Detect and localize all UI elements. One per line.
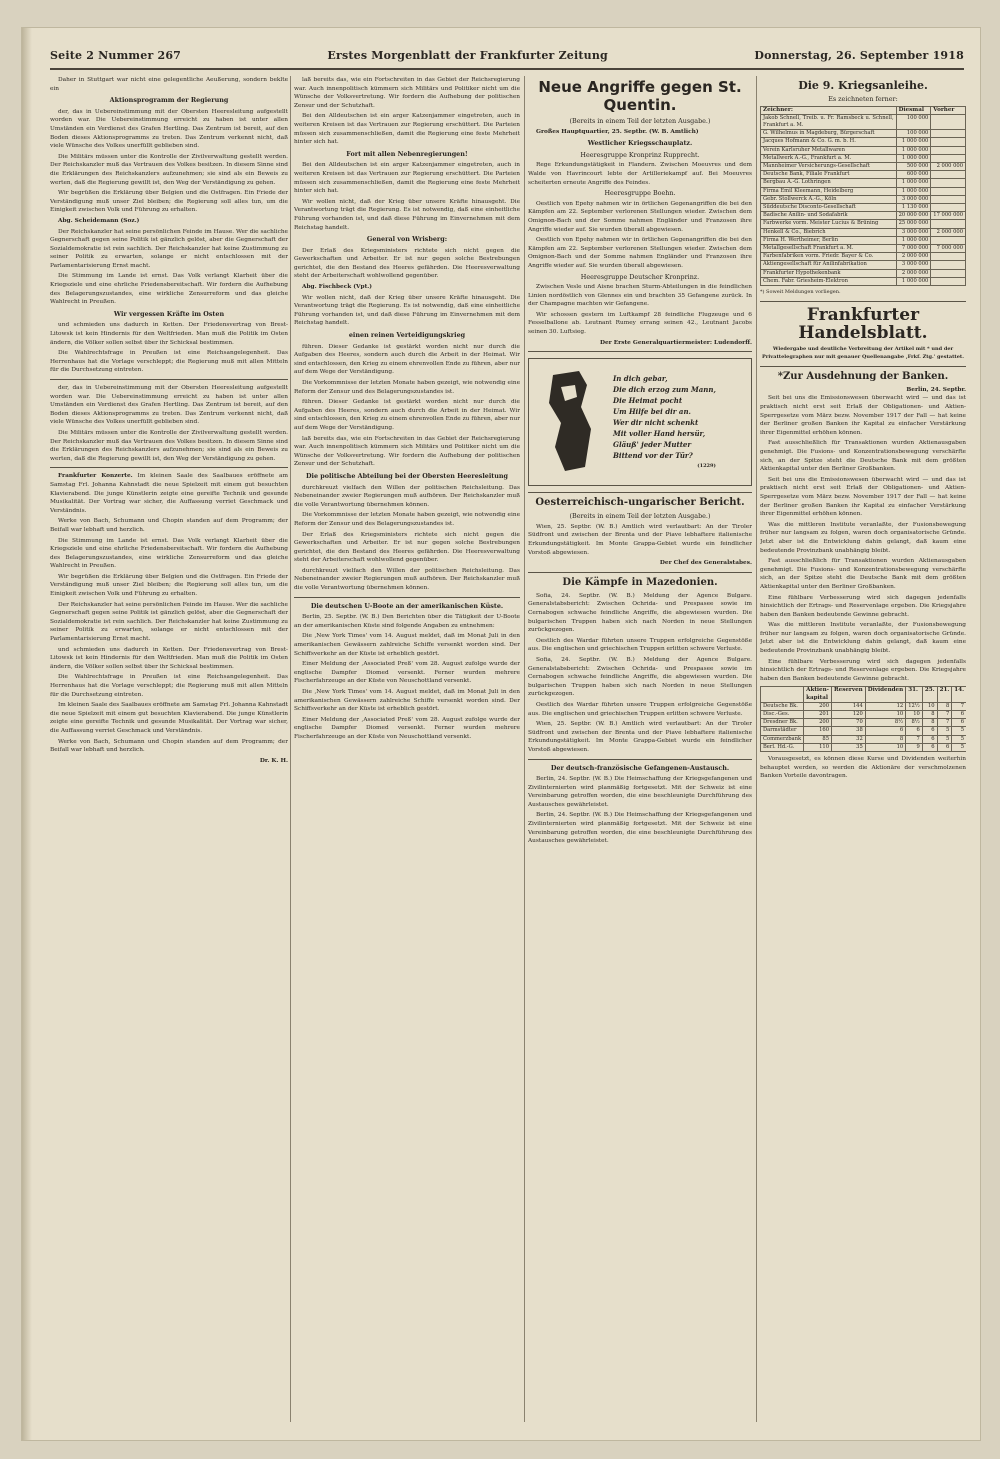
bank-value-cell: 70 xyxy=(832,719,866,727)
col2-paragraph: Bei den Alldeutschen ist ein arger Katzenjammer eingetreten, auch in weiteren Kreisen ist das Vertrauen zur Regierung erschüttert. Die Parteien müssen sich zusammenschließen, damit die Regierung eine feste Mehrheit hinter sich hat. xyxy=(294,162,520,195)
masthead-rule xyxy=(50,68,964,70)
table-row xyxy=(761,269,966,277)
amount-cell: 1 000 000 xyxy=(896,187,931,195)
poem-line: Um Hilfe bei dir an. xyxy=(613,406,691,416)
zeichner-cell: G. Wilhelmus in Magdeburg, Bürgerschaft xyxy=(761,130,897,138)
col3-heeresgruppe: Heeresgruppe Boehn. xyxy=(604,189,676,198)
zeichner-cell: Gebr. Stollwerck A.-G., Köln xyxy=(761,195,897,203)
amount-cell: 20 000 000 xyxy=(896,212,931,220)
col1-paragraph: Die Militärs müssen unter die Kontrolle der Zivilverwaltung gestellt werden. Der Reichskanzler muß das Vertrauen des Volkes besitzen. In diesem Sinne sind die Erklärungen des Reichskanzlers aufzunehmen; sie sind als ein Beweis zu werten, daß die Regierung gewillt ist, den Weg der Verständigung zu gehen. xyxy=(50,153,288,186)
col4-paragraph: Fast ausschließlich für Transaktionen wurden Aktienausgaben genehmigt. Die Fusions- und Konzentrationsbewegung verschärfte sich, an der Spitze steht die Deutsche Bank mit dem größten Aktienkapital unter den Berliner Großbanken. xyxy=(760,558,966,590)
col4-paragraph: Eine fühlbare Verbesserung wird sich dagegen jedenfalls hinsichtlich der Ertrags- und Reservenlage ergeben. Die Kriegsjahre haben den Banken bedeutende Gewinne gebracht. xyxy=(760,658,966,682)
table-header: 14. xyxy=(952,687,966,702)
col3-paragraph: Wien, 25. Septbr. (W. B.) Amtlich wird verlautbart: An der Tiroler Südfront und zwischen der Brenta und der Piave lebhaftere italienische Erkundungstätigkeit. Im Monte Grappa-Gebiet wurde ein feindlicher Vorstoß abgewiesen. xyxy=(528,523,752,556)
table-row xyxy=(761,195,966,203)
bank-value-cell: 6 xyxy=(906,727,923,735)
table-row xyxy=(761,146,966,154)
col2-heading-verteidigungskrieg: einen reinen Verteidigungskrieg xyxy=(348,331,466,340)
kriegsanleihe-poem-ad xyxy=(528,358,752,486)
table-row xyxy=(761,727,967,735)
bank-value-cell: 7 xyxy=(937,711,952,719)
column-rule xyxy=(756,76,757,1422)
poem-line: In dich gebar, xyxy=(613,373,668,383)
col4-divider xyxy=(760,301,966,302)
col2-speaker: Abg. Fischbeck (Vpt.) xyxy=(302,284,373,291)
bank-value-cell: 10 xyxy=(922,702,937,710)
bank-value-cell: 12½ xyxy=(906,702,923,710)
col3-paragraph: Zwischen Vesle und Aisne brachen Sturm-Abteilungen in die feindlichen Linien nordöstlich von Glennes ein und brachten 35 Gefangene zurück. In der Champagne machten wir Gefangene. xyxy=(528,284,752,308)
col3-divider xyxy=(528,351,752,352)
col3-heading-mazedonien: Die Kämpfe in Mazedonien. xyxy=(562,576,718,588)
table-row xyxy=(761,702,967,710)
table-header xyxy=(761,687,804,702)
bank-value-cell: 6 xyxy=(865,727,905,735)
amount-cell xyxy=(931,187,966,195)
zeichner-cell: Aktiengesellschaft für Anilinfabrikation xyxy=(761,261,897,269)
table-row xyxy=(761,187,966,195)
col2-divider xyxy=(294,597,520,598)
bank-value-cell: 6 xyxy=(952,711,966,719)
col2-paragraph: Die Vorkommnisse der letzten Monate haben gezeigt, wie notwendig eine Reform der Zensur und des Belagerungszustandes ist. xyxy=(294,380,520,395)
col3-heading-westlich: Westlicher Kriegsschauplatz. xyxy=(587,139,693,148)
table-header: 21. xyxy=(937,687,952,702)
hand-icon xyxy=(535,367,605,477)
col1-paragraph: Die Stimmung im Lande ist ernst. Das Volk verlangt Klarheit über die Kriegsziele und eine ehrliche Friedensbereitschaft. Wir fordern die Aufhebung des Belagerungszustandes, eine wirkliche Zensurreform und das gleiche Wahlrecht in Preußen. xyxy=(50,273,288,306)
col3-signature-generalstab: Der Chef des Generalstabes. xyxy=(659,560,752,567)
bank-value-cell: 5 xyxy=(952,735,966,743)
amount-cell: 1 000 000 xyxy=(896,154,931,162)
bank-value-cell: 200 xyxy=(804,719,832,727)
poem-line: Die dich erzog zum Mann, xyxy=(613,384,716,394)
col2-u-boote-dateline: Berlin, 25. Septbr. (W. B.) Den Berichten über die Tätigkeit der U-Boote an der amerikanischen Küste sind folgende Angaben zu entnehmen: xyxy=(294,614,520,629)
amount-cell: 500 000 xyxy=(896,163,931,171)
table-header: Aktien-kapital xyxy=(804,687,832,702)
col4-paragraph: Fast ausschließlich für Transaktionen wurden Aktienausgaben genehmigt. Die Fusions- und Konzentrationsbewegung verschärfte sich, an der Spitze steht die Deutsche Bank mit dem größten Aktienkapital unter den Berliner Großbanken. xyxy=(760,440,966,473)
amount-cell xyxy=(931,277,966,285)
col3-subline: (Bereits in einem Teil der letzten Ausgabe.) xyxy=(569,117,711,125)
zeichner-cell: Metallwerk A.-G., Frankfurt a. M. xyxy=(761,154,897,162)
col2-heading-u-boote: Die deutschen U-Boote an der amerikanischen Küste. xyxy=(310,601,504,610)
bank-value-cell: 160 xyxy=(804,727,832,735)
bank-value-cell: 144 xyxy=(832,702,866,710)
column-3 xyxy=(528,76,752,1422)
col1-paragraph: Die Wahlrechtsfrage in Preußen ist eine Reichsangelegenheit. Das Herrenhaus hat die Vorlage verschleppt; die Regierung muß mit allen Mitteln für die Durchsetzung eintreten. xyxy=(50,674,288,698)
col1-paragraph: Werke von Bach, Schumann und Chopin standen auf dem Programm; der Beifall war lebhaft und herzlich. xyxy=(50,738,288,754)
amount-cell xyxy=(931,146,966,154)
bank-value-cell: 6 xyxy=(922,743,937,751)
col2-heading-nebenregierungen: Fort mit allen Nebenregierungen! xyxy=(346,149,468,158)
amount-cell: 3 000 000 xyxy=(896,195,931,203)
bank-value-cell: 201 xyxy=(804,711,832,719)
col3-paragraph: Wir schossen gestern im Luftkampf 28 feindliche Flugzeuge und 6 Fesselballone ab. Leutnant Rumey errang seinen 42., Leutnant Jacobs seinen 30. Luftsieg. xyxy=(528,311,752,336)
col2-paragraph: laß bereits das, wie ein Fortschreiten in das Gebiet der Reichsregierung war. Auch innenpolitisch kümmern sich Militärs und Politiker nicht um die Wünsche der Volksvertretung. Wir fordern die Aufhebung der politischen Zensur und der Schutzhaft. xyxy=(294,435,520,468)
col1-paragraph: Die Wahlrechtsfrage in Preußen ist eine Reichsangelegenheit. Das Herrenhaus hat die Vorlage verschleppt; die Regierung muß mit allen Mitteln für die Durchsetzung eintreten. xyxy=(50,350,288,374)
bank-value-cell: 85 xyxy=(804,735,832,743)
bank-value-cell: 8 xyxy=(922,711,937,719)
amount-cell xyxy=(931,220,966,228)
amount-cell: 17 000 000 xyxy=(931,212,966,220)
bank-value-cell: 7 xyxy=(906,735,923,743)
amount-cell xyxy=(931,179,966,187)
zeichner-cell: Mannheimer Versicherungs-Gesellschaft xyxy=(761,163,897,171)
col1-paragraph: Der Reichskanzler hat seine persönlichen Feinde im Hause. Wer die sachliche Gegnerschaft gegen seine Politik ist gänzlich gelöst, aber die Gegnerschaft der Sozialdemokratie ist rein sachlich. Der Reichskanzler hat keine Zustimmung zu seiner Politik zu erwarten, solange er nicht entschlossen mit der Parlamentarisierung Ernst macht. xyxy=(50,601,288,643)
col4-footnote: *) Soweit Meldungen vorliegen. xyxy=(760,289,841,296)
amount-cell: 25 000 000 xyxy=(896,220,931,228)
masthead-title: Erstes Morgenblatt der Frankfurter Zeitung xyxy=(327,48,608,62)
col1-paragraph: Werke von Bach, Schumann und Chopin standen auf dem Programm; der Beifall war lebhaft und herzlich. xyxy=(50,518,288,533)
table-row xyxy=(761,114,966,129)
bank-value-cell: 6 xyxy=(922,727,937,735)
amount-cell: 7 000 000 xyxy=(896,245,931,253)
bank-value-cell: 10 xyxy=(865,743,905,751)
bank-value-cell: 7 xyxy=(937,719,952,727)
col1-paragraph: Im kleinen Saale des Saalbaues eröffnete am Samstag Frl. Johanna Kahnstadt die neue Spielzeit mit einem gut besuchten Klavierabend. Die junge Künstlerin zeigte eine gereifte Technik und gesunde Musikalität. Der Vortrag war sicher, die Auffassung verriet Geschmack und Verständnis. xyxy=(50,702,288,734)
col1-paragraph: Der Reichskanzler hat seine persönlichen Feinde im Hause. Wer die sachliche Gegnerschaft gegen seine Politik ist gänzlich gelöst, aber die Gegnerschaft der Sozialdemokratie ist rein sachlich. Der Reichskanzler hat keine Zustimmung zu seiner Politik zu erwarten, solange er nicht entschlossen mit der Parlamentarisierung Ernst macht. xyxy=(50,228,288,269)
zeichner-cell: Firma H. Wertheimer, Berlin xyxy=(761,236,897,244)
bank-value-cell: 10 xyxy=(906,711,923,719)
col2-paragraph: Wir wollen nicht, daß der Krieg über unsere Kräfte hinausgeht. Die Verantwortung trägt die Regierung. Es ist notwendig, daß eine einheitliche Führung vorhanden ist, und daß diese Führung im Einvernehmen mit dem Reichstag handelt. xyxy=(294,198,520,231)
amount-cell xyxy=(931,195,966,203)
table-row xyxy=(761,277,966,285)
col1-heading-aktionsprogramm: Aktionsprogramm der Regierung xyxy=(109,96,229,105)
zeichner-cell: Jakob Schnell, Treib. u. Fr. Ramsbeck u. Schnell, Frankfurt a. M. xyxy=(761,114,897,129)
amount-cell: 100 000 xyxy=(896,130,931,138)
bank-value-cell: 120 xyxy=(832,711,866,719)
bank-value-cell: 7 xyxy=(952,702,966,710)
col1-paragraph: und schmieden uns dadurch in Ketten. Der Friedensvertrag von Brest-Litowsk ist kein Hindernis für den Weltfrieden. Man muß die Politik im Osten ändern, die Völker sollen selbst über ihr Schicksal bestimmen. xyxy=(50,322,288,346)
zeichner-cell: Firma Emil Kleemann, Heidelberg xyxy=(761,187,897,195)
column-rule xyxy=(524,76,525,1422)
col2-paragraph: Die Vorkommnisse der letzten Monate haben gezeigt, wie notwendig eine Reform der Zensur und des Belagerungszustandes ist. xyxy=(294,512,520,527)
masthead-page-number: Seite 2 Nummer 267 xyxy=(50,48,182,62)
col1-speaker: Abg. Scheidemann (Soz.) xyxy=(58,217,140,224)
table-row xyxy=(761,253,966,261)
col4-paragraph: Vorausgesetzt, es können diese Kurse und Dividenden weiterhin behauptet werden, so werden die Aktionäre der verschmolzenen Banken Vorteile davontragen. xyxy=(760,756,966,780)
table-header: Reserven xyxy=(832,687,866,702)
ad-code: (1229) xyxy=(697,462,716,469)
amount-cell xyxy=(931,154,966,162)
poem-line: Bittend vor der Tür? xyxy=(613,450,693,460)
col3-paragraph: Oestlich des Wardar führten unsere Truppen erfolgreiche Gegenstöße aus. Die englischen und griechischen Truppen erlitten schwere Verluste. xyxy=(528,637,752,653)
col2-paragraph: Bei den Alldeutschen ist ein arger Katzenjammer eingetreten, auch in weiteren Kreisen ist das Vertrauen zur Regierung erschüttert. Die Parteien müssen sich zusammenschließen, damit die Regierung eine feste Mehrheit hinter sich hat. xyxy=(294,113,520,146)
zeichner-cell: Süddeutsche Disconto-Gesellschaft xyxy=(761,204,897,212)
zeichner-cell: Farbenfabriken vorm. Friedr. Bayer & Co. xyxy=(761,253,897,261)
col2-paragraph: Einer Meldung der ,Associated Preß' vom 28. August zufolge wurde der englische Dampfer Diomed versenkt. Ferner wurden mehrere Fischerfahrzeuge an der Küste von Neuschottland versenkt. xyxy=(294,661,520,685)
table-header: Zeichner: xyxy=(761,106,897,114)
amount-cell xyxy=(931,138,966,146)
table-row xyxy=(761,171,966,179)
zeichner-cell: Chem. Fabr. Griesheim-Elektron xyxy=(761,277,897,285)
table-row xyxy=(761,179,966,187)
col4-reprint-note: Wiedergabe und deutliche Verbreitung der Artikel mit * und der Privattelegraphen nur mit genauer Quellenangabe ,Frkf. Ztg.' gestattet. xyxy=(762,345,964,361)
amount-cell: 600 000 xyxy=(896,171,931,179)
table-row xyxy=(761,204,966,212)
col2-paragraph: Wir wollen nicht, daß der Krieg über unsere Kräfte hinausgeht. Die Verantwortung trägt die Regierung. Es ist notwendig, daß eine einheitliche Führung vorhanden ist, und daß diese Führung im Einvernehmen mit dem Reichstag handelt. xyxy=(294,294,520,327)
col3-dateline: Großes Hauptquartier, 25. Septbr. (W. B. Amtlich) xyxy=(536,128,699,135)
col1-paragraph: Die Militärs müssen unter die Kontrolle der Zivilverwaltung gestellt werden. Der Reichskanzler muß das Vertrauen des Volkes besitzen. In diesem Sinne sind die Erklärungen des Reichskanzlers aufzunehmen; sie sind als ein Beweis zu werten, daß die Regierung gewillt ist, den Weg der Verständigung zu gehen. xyxy=(50,429,288,462)
bank-value-cell: 8 xyxy=(922,719,937,727)
bank-value-cell: 32 xyxy=(832,735,866,743)
column-rule xyxy=(290,76,291,1422)
col2-paragraph: Die ,New York Times' vom 14. August meldet, daß im Monat Juli in den amerikanischen Gewässern zahlreiche Schiffe versenkt worden sind. Der Schiffsverkehr an der Küste ist erheblich gestört. xyxy=(294,689,520,713)
zeichner-cell: Verein Karlsruher Metallwaren xyxy=(761,146,897,154)
col4-subline: Es zeichneten ferner: xyxy=(828,95,898,103)
bank-value-cell: 12 xyxy=(865,702,905,710)
bank-value-cell: 8 xyxy=(865,735,905,743)
zeichner-cell: Bergbau A.-G. Lothringen xyxy=(761,179,897,187)
col1-konzerte-text: Im kleinen Saale des Saalbaues eröffnete am Samstag Frl. Johanna Kahnstadt die neue Spielzeit mit einem gut besuchten Klavierabend. Die junge Künstlerin zeigte eine gereifte Technik und gesunde Musikalität. Der Vortrag war sicher, die Auffassung verriet Geschmack und Verständnis. xyxy=(50,473,288,514)
col3-heeresgruppe: Heeresgruppe Kronprinz Rupprecht. xyxy=(580,150,700,159)
col2-paragraph: laß bereits das, wie ein Fortschreiten in das Gebiet der Reichsregierung war. Auch innenpolitisch kümmern sich Militärs und Politiker nicht um die Wünsche der Volksvertretung. Wir fordern die Aufhebung der politischen Zensur und der Schutzhaft. xyxy=(294,77,520,109)
table-row xyxy=(761,154,966,162)
bank-name-cell: Berl. Hd.-G. xyxy=(761,743,804,751)
amount-cell: 1 000 000 xyxy=(896,277,931,285)
amount-cell xyxy=(931,269,966,277)
col4-divider xyxy=(760,366,966,367)
col2-paragraph: führen. Dieser Gedanke ist gestärkt worden nicht nur durch die Aufgaben des Heeres, sondern auch durch die Arbeit in der Heimat. Wir sind entschlossen, den Krieg zu einem ehrenvollen Ende zu führen, aber nur auf dem Wege der Verständigung. xyxy=(294,399,520,431)
bank-name-cell: Commerzbank xyxy=(761,735,804,743)
page-fold-shadow xyxy=(22,28,32,1440)
bank-name-cell: Disc.-Ges. xyxy=(761,711,804,719)
amount-cell: 100 000 xyxy=(896,114,931,129)
col1-paragraph: Wir begrüßen die Erklärung über Belgien und die Ostfragen. Ein Friede der Verständigung muß unser Ziel bleiben; die Regierung soll alles tun, um die Einigkeit zwischen Volk und Führung zu erhalten. xyxy=(50,573,288,598)
amount-cell: 2 000 000 xyxy=(931,163,966,171)
table-row xyxy=(761,220,966,228)
bank-value-cell: 8½ xyxy=(906,719,923,727)
amount-cell: 7 000 000 xyxy=(931,245,966,253)
amount-cell: 2 000 000 xyxy=(896,269,931,277)
col3-heeresgruppe: Heeresgruppe Deutscher Kronprinz. xyxy=(580,272,700,281)
table-row xyxy=(761,236,966,244)
table-row xyxy=(761,735,967,743)
bank-value-cell: 6 xyxy=(922,735,937,743)
bank-value-cell: 6 xyxy=(937,743,952,751)
amount-cell xyxy=(931,130,966,138)
zeichner-cell: Frankfurter Hypothekenbank xyxy=(761,269,897,277)
poem-line: Wer dir nicht schenkt xyxy=(613,417,699,427)
col2-paragraph: Einer Meldung der ,Associated Preß' vom 28. August zufolge wurde der englische Dampfer Diomed versenkt. Ferner wurden mehrere Fischerfahrzeuge an der Küste von Neuschottland versenkt. xyxy=(294,716,520,740)
bank-value-cell: 35 xyxy=(832,743,866,751)
zeichner-cell: Farbwerke vorm. Meister Lucius & Brüning xyxy=(761,220,897,228)
poem-line: Mit voller Hand hersür, xyxy=(613,428,706,438)
col3-divider xyxy=(528,759,752,760)
bank-value-cell: 8½ xyxy=(865,719,905,727)
amount-cell xyxy=(931,171,966,179)
table-row xyxy=(761,212,966,220)
amount-cell: 1 130 000 xyxy=(896,204,931,212)
table-row xyxy=(761,261,966,269)
col1-intro: Daher in Stuttgart war nicht eine gelegentliche Aeußerung, sondern beklte ein xyxy=(50,77,288,92)
col4-paragraph: Seit bei uns die Emissionswesen überwacht wird — und das ist praktisch nicht erst seit Erlaß der Obligationen- und Aktien-Sperrgesetze vom März bezw. November 1917 der Fall — hat keine der Berliner großen Banken ihr Kapital zu einfacher Verstärkung ihrer Eigenmittel erhöhen können. xyxy=(760,476,966,518)
col3-signature-ludendorff: Der Erste Generalquartiermeister: Ludendorff. xyxy=(599,339,752,346)
col1-paragraph: der, das in Uebereinstimmung mit der Obersten Heeresleitung aufgestellt worden war. Die Uebereinstimmung erreicht zu haben ist unter allen Umständen ein Verdienst des Grafen Hertling. Das Zentrum ist bereit, auf den Boden dieses Aktionsprogramms zu treten. Das Zentrum verkennt nicht, daß viele Wünsche des Volkes unerfüllt geblieben sind. xyxy=(50,108,288,150)
col4-paragraph: Eine fühlbare Verbesserung wird sich dagegen jedenfalls hinsichtlich der Ertrags- und Reservenlage ergeben. Die Kriegsjahre haben den Banken bedeutende Gewinne gebracht. xyxy=(760,594,966,618)
masthead xyxy=(50,46,964,64)
col4-dateline: Berlin, 24. Septbr. xyxy=(906,386,966,393)
zeichner-cell: Henkell & Co., Biebrich xyxy=(761,228,897,236)
zeichner-cell: Badische Anilin- und Sodafabrik xyxy=(761,212,897,220)
bank-value-cell: 5 xyxy=(937,735,952,743)
col4-paragraph: Seit bei uns die Emissionswesen überwacht wird — und das ist praktisch nicht erst seit Erlaß der Obligationen- und Aktien-Sperrgesetze vom März bezw. November 1917 der Fall — hat keine der Berliner großen Banken ihr Kapital zu einfacher Verstärkung ihrer Eigenmittel erhöhen können. xyxy=(760,395,966,436)
col1-signature: Dr. K. H. xyxy=(259,757,288,764)
table-row xyxy=(761,138,966,146)
kriegsanleihe-table xyxy=(760,106,966,286)
bank-dividend-table xyxy=(760,686,966,752)
col3-paragraph: Rege Erkundungstätigkeit in Flandern. Zwischen Moeuvres und dem Walde von Havrincourt lebte der Artilleriekampf auf. Bei Moeuvres scheiterten erneute Angriffe des Feindes. xyxy=(528,162,752,186)
poem-lines xyxy=(613,373,716,472)
amount-cell xyxy=(931,236,966,244)
amount-cell: 1 000 000 xyxy=(896,146,931,154)
table-row xyxy=(761,130,966,138)
table-row xyxy=(761,245,966,253)
table-header: Diesmal xyxy=(896,106,931,114)
col3-paragraph: Berlin, 24. Septbr. (W. B.) Die Heimschaffung der Kriegsgefangenen und Zivilinternierten wird planmäßig fortgesetzt. Mit der Schweiz ist eine Vereinbarung getroffen worden, die eine beschleunigte Durchführung des Austausches gewährleistet. xyxy=(528,812,752,845)
bank-value-cell: 38 xyxy=(832,727,866,735)
col1-paragraph: und schmieden uns dadurch in Ketten. Der Friedensvertrag von Brest-Litowsk ist kein Hindernis für den Weltfrieden. Man muß die Politik im Osten ändern, die Völker sollen selbst über ihr Schicksal bestimmen. xyxy=(50,646,288,670)
col3-divider xyxy=(528,572,752,573)
amount-cell xyxy=(931,261,966,269)
table-row xyxy=(761,163,966,171)
bank-value-cell: 200 xyxy=(804,702,832,710)
table-row xyxy=(761,743,967,751)
table-header: Dividenden xyxy=(865,687,905,702)
col4-headline-handelsblatt: Frankfurter Handelsblatt. xyxy=(798,304,928,343)
bank-value-cell: 110 xyxy=(804,743,832,751)
poem-line: Gläuß' jeder Mutter xyxy=(613,439,692,449)
amount-cell: 1 000 000 xyxy=(896,138,931,146)
col2-paragraph: Die ,New York Times' vom 14. August meldet, daß im Monat Juli in den amerikanischen Gewässern zahlreiche Schiffe versenkt worden sind. Der Schiffsverkehr an der Küste ist erheblich gestört. xyxy=(294,633,520,657)
table-row xyxy=(761,711,967,719)
zeichner-cell: Jacques Hofmann & Co. G. m. b. H. xyxy=(761,138,897,146)
col3-paragraph: Oestlich des Wardar führten unsere Truppen erfolgreiche Gegenstöße aus. Die englischen und griechischen Truppen erlitten schwere Verluste. xyxy=(528,701,752,717)
bank-value-cell: 10 xyxy=(865,711,905,719)
amount-cell xyxy=(931,204,966,212)
bank-value-cell: 5 xyxy=(952,743,966,751)
col1-divider xyxy=(50,379,288,380)
col4-paragraph: Was die mittleren Institute veranlaßte, der Fusionsbewegung früher nur langsam zu folgen, waren doch organisatorische Gründe. Jetzt aber ist die Entwicklung dahin gelangt, daß kaum eine bedeutende Provinzbank unabhängig bleibt. xyxy=(760,622,966,655)
col2-heading-politische-abteilung: Die politische Abteilung bei der Obersten Heeresleitung xyxy=(305,471,509,480)
col3-heading-oesterreich: Oesterreichisch-ungarischer Bericht. xyxy=(535,497,745,509)
poem-line: Die Heimat pocht xyxy=(613,395,683,405)
col1-heading-osten: Wir vergessen Kräfte im Osten xyxy=(113,309,225,318)
col3-paragraph: Oestlich von Epehy nahmen wir in örtlichen Gegenangriffen die bei den Kämpfen am 22. September verlorenen Stellungen wieder. Zwischen dem Omignon-Bach und der Somme nahmen Engländer und Franzosen ihre Angriffe wieder auf. Sie wurden überall abgewiesen. xyxy=(528,200,752,233)
amount-cell: 2 000 000 xyxy=(931,228,966,236)
col3-headline-st-quentin: Neue Angriffe gegen St. Quentin. xyxy=(538,78,742,114)
col3-heading-gefangenen: Der deutsch-französische Gefangenen-Austausch. xyxy=(550,763,730,772)
col3-paragraph: Sofia, 24. Septbr. (W. B.) Meldung der Agence Bulgare. Generalstabsbericht: Zwischen Ochrida- und Prespasee sowie im Cernabogen schwache feindliche Angriffe, die abgewiesen wurden. Die bulgarischen Truppen haben sich nach Norden in neue Stellungen zurückgezogen. xyxy=(528,656,752,698)
col4-paragraph: Was die mittleren Institute veranlaßte, der Fusionsbewegung früher nur langsam zu folgen, waren doch organisatorische Gründe. Jetzt aber ist die Entwicklung dahin gelangt, daß kaum eine bedeutende Provinzbank unabhängig bleibt. xyxy=(760,521,966,554)
col1-paragraph: Die Stimmung im Lande ist ernst. Das Volk verlangt Klarheit über die Kriegsziele und eine ehrliche Friedensbereitschaft. Wir fordern die Aufhebung des Belagerungszustandes, eine wirkliche Zensurreform und das gleiche Wahlrecht in Preußen. xyxy=(50,537,288,570)
col2-paragraph: Der Erlaß des Kriegsministers richtete sich nicht gegen die Gewerkschaften und Arbeiter. Er ist nur gegen solche Bestrebungen gerichtet, die den Bestand des Heeres gefährden. Die Heeresverwaltung steht der Arbeiterschaft wohlwollend gegenüber. xyxy=(294,247,520,280)
col2-paragraph: Der Erlaß des Kriegsministers richtete sich nicht gegen die Gewerkschaften und Arbeiter. Er ist nur gegen solche Bestrebungen gerichtet, die den Bestand des Heeres gefährden. Die Heeresverwaltung steht der Arbeiterschaft wohlwollend gegenüber. xyxy=(294,531,520,564)
col3-divider xyxy=(528,492,752,493)
bank-name-cell: Dresdner Bk. xyxy=(761,719,804,727)
newspaper-page xyxy=(22,28,980,1440)
col2-paragraph: führen. Dieser Gedanke ist gestärkt worden nicht nur durch die Aufgaben des Heeres, sondern auch durch die Arbeit in der Heimat. Wir sind entschlossen, den Krieg zu einem ehrenvollen Ende zu führen, aber nur auf dem Wege der Verständigung. xyxy=(294,343,520,376)
table-header: 31. xyxy=(906,687,923,702)
zeichner-cell: Metallgesellschaft Frankfurt a. M. xyxy=(761,245,897,253)
amount-cell: 2 000 000 xyxy=(896,253,931,261)
col1-paragraph: der, das in Uebereinstimmung mit der Obersten Heeresleitung aufgestellt worden war. Die Uebereinstimmung erreicht zu haben ist unter allen Umständen ein Verdienst des Grafen Hertling. Das Zentrum ist bereit, auf den Boden dieses Aktionsprogramms zu treten. Das Zentrum verkennt nicht, daß viele Wünsche des Volkes unerfüllt geblieben sind. xyxy=(50,385,288,426)
col4-headline-kriegsanleihe: Die 9. Kriegsanleihe. xyxy=(798,79,928,92)
bank-value-cell: 8 xyxy=(937,702,952,710)
col1-heading-konzerte: Frankfurter Konzerte. xyxy=(58,473,133,480)
col3-paragraph: Oestlich von Epehy nahmen wir in örtlichen Gegenangriffen die bei den Kämpfen am 22. September verlorenen Stellungen wieder. Zwischen dem Omignon-Bach und der Somme nahmen Engländer und Franzosen ihre Angriffe wieder auf. Sie wurden überall abgewiesen. xyxy=(528,237,752,269)
bank-name-cell: Deutsche Bk. xyxy=(761,702,804,710)
amount-cell xyxy=(931,253,966,261)
col2-heading-wrisberg: General von Wrisberg: xyxy=(366,235,448,244)
col3-paragraph: Berlin, 24. Septbr. (W. B.) Die Heimschaffung der Kriegsgefangenen und Zivilinternierten wird planmäßig fortgesetzt. Mit der Schweiz ist eine Vereinbarung getroffen worden, die eine beschleunigte Durchführung des Austausches gewährleistet. xyxy=(528,776,752,808)
bank-value-cell: 6 xyxy=(952,719,966,727)
column-2 xyxy=(294,76,520,1422)
col3-paragraph: Wien, 25. Septbr. (W. B.) Amtlich wird verlautbart: An der Tiroler Südfront und zwischen der Brenta und der Piave lebhaftere italienische Erkundungstätigkeit. Im Monte Grappa-Gebiet wurde ein feindlicher Vorstoß abgewiesen. xyxy=(528,721,752,753)
amount-cell xyxy=(931,114,966,129)
col3-paragraph: Sofia, 24. Septbr. (W. B.) Meldung der Agence Bulgare. Generalstabsbericht: Zwischen Ochrida- und Prespasee sowie im Cernabogen schwache feindliche Angriffe, die abgewiesen wurden. Die bulgarischen Truppen haben sich nach Norden in neue Stellungen zurückgezogen. xyxy=(528,592,752,634)
column-1 xyxy=(50,76,288,1422)
col2-paragraph: durchkreuzt vielfach den Willen der politischen Reichsleitung. Das Nebeneinander zweier Regierungen muß aufhören. Der Reichskanzler muß die volle Verantwortung übernehmen können. xyxy=(294,567,520,592)
bank-value-cell: 5 xyxy=(937,727,952,735)
bank-value-cell: 5 xyxy=(952,727,966,735)
col3-subline: (Bereits in einem Teil der letzten Ausgabe.) xyxy=(569,512,711,521)
table-header: 25. xyxy=(922,687,937,702)
amount-cell: 3 000 000 xyxy=(896,228,931,236)
amount-cell: 1 000 000 xyxy=(896,236,931,244)
zeichner-cell: Deutsche Bank, Filiale Frankfurt xyxy=(761,171,897,179)
table-row xyxy=(761,228,966,236)
amount-cell: 3 000 000 xyxy=(896,261,931,269)
col4-heading-banken: *Zur Ausdehnung der Banken. xyxy=(777,370,949,382)
col1-paragraph: Wir begrüßen die Erklärung über Belgien und die Ostfragen. Ein Friede der Verständigung muß unser Ziel bleiben; die Regierung soll alles tun, um die Einigkeit zwischen Volk und Führung zu erhalten. xyxy=(50,190,288,214)
masthead-date: Donnerstag, 26. September 1918 xyxy=(754,48,964,62)
column-4 xyxy=(760,76,966,1422)
bank-name-cell: Darmstädter xyxy=(761,727,804,735)
table-row xyxy=(761,719,967,727)
table-header: Vorher xyxy=(931,106,966,114)
col2-paragraph: durchkreuzt vielfach den Willen der politischen Reichsleitung. Das Nebeneinander zweier Regierungen muß aufhören. Der Reichskanzler muß die volle Verantwortung übernehmen können. xyxy=(294,484,520,508)
bank-value-cell: 9 xyxy=(906,743,923,751)
col1-divider xyxy=(50,467,288,468)
amount-cell: 1 000 000 xyxy=(896,179,931,187)
